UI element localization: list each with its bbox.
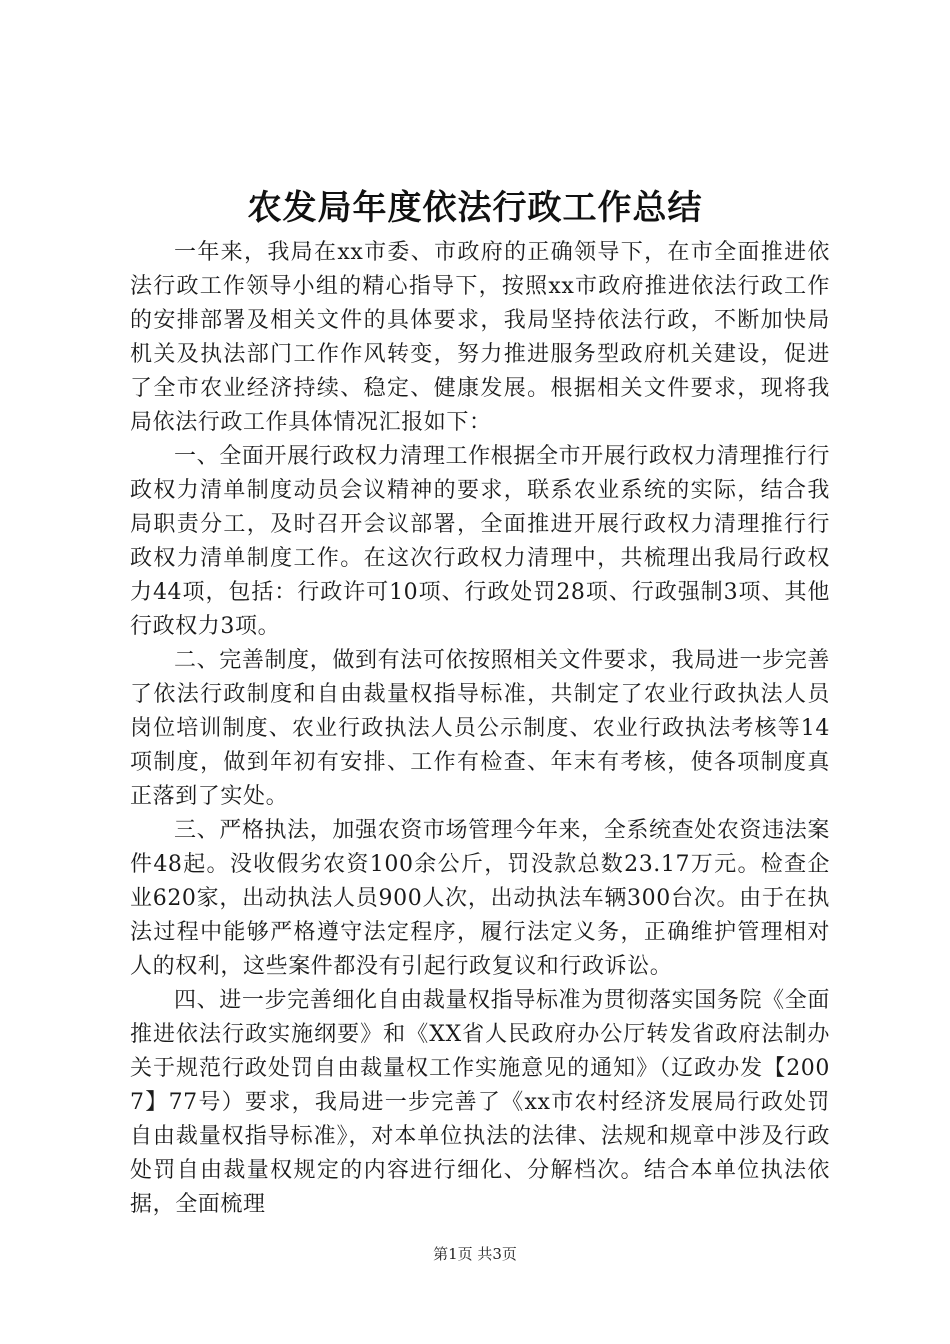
page-number-footer: 第1页 共3页 — [433, 1245, 517, 1263]
paragraph-intro: 一年来，我局在xx市委、市政府的正确领导下，在市全面推进依法行政工作领导小组的精心指导下，按照xx市政府推进依法行政工作的安排部署及相关文件的具体要求，我局坚持依法行政，不断加快局机关及执法部门工作作风转变，努力推进服务型政府机关建设，促进了全市农业经济持续、稳定、健康发展。根据相关文件要求，现将我局依法行政工作具体情况汇报如下： — [130, 240, 830, 435]
paragraph-section-3: 三、严格执法，加强农资市场管理今年来，全系统查处农资违法案件48起。没收假劣农资100余公斤，罚没款总数23.17万元。检查企业620家，出动执法人员900人次，出动执法车辆300台次。由于在执法过程中能够严格遵守法定程序，履行法定义务，正确维护管理相对人的权利，这些案件都没有引起行政复议和行政诉讼。 — [130, 818, 830, 979]
document-body — [130, 236, 830, 1222]
document-title: 农发局年度依法行政工作总结 — [247, 188, 703, 228]
paragraph-section-1: 一、全面开展行政权力清理工作根据全市开展行政权力清理推行行政权力清单制度动员会议精神的要求，联系农业系统的实际，结合我局职责分工，及时召开会议部署，全面推进开展行政权力清理推行行政权力清单制度工作。在这次行政权力清理中，共梳理出我局行政权力44项，包括：行政许可10项、行政处罚28项、行政强制3项、其他行政权力3项。 — [130, 444, 830, 639]
paragraph-section-2: 二、完善制度，做到有法可依按照相关文件要求，我局进一步完善了依法行政制度和自由裁量权指导标准，共制定了农业行政执法人员岗位培训制度、农业行政执法人员公示制度、农业行政执法考核等14项制度，做到年初有安排、工作有检查、年末有考核，使各项制度真正落到了实处。 — [130, 648, 830, 809]
paragraph-section-4: 四、进一步完善细化自由裁量权指导标准为贯彻落实国务院《全面推进依法行政实施纲要》和《XX省人民政府办公厅转发省政府法制办关于规范行政处罚自由裁量权工作实施意见的通知》（辽政办发【2007】77号）要求，我局进一步完善了《xx市农村经济发展局行政处罚自由裁量权指导标准》，对本单位执法的法律、法规和规章中涉及行政处罚自由裁量权规定的内容进行细化、分解档次。结合本单位执法依据，全面梳理 — [130, 988, 830, 1217]
